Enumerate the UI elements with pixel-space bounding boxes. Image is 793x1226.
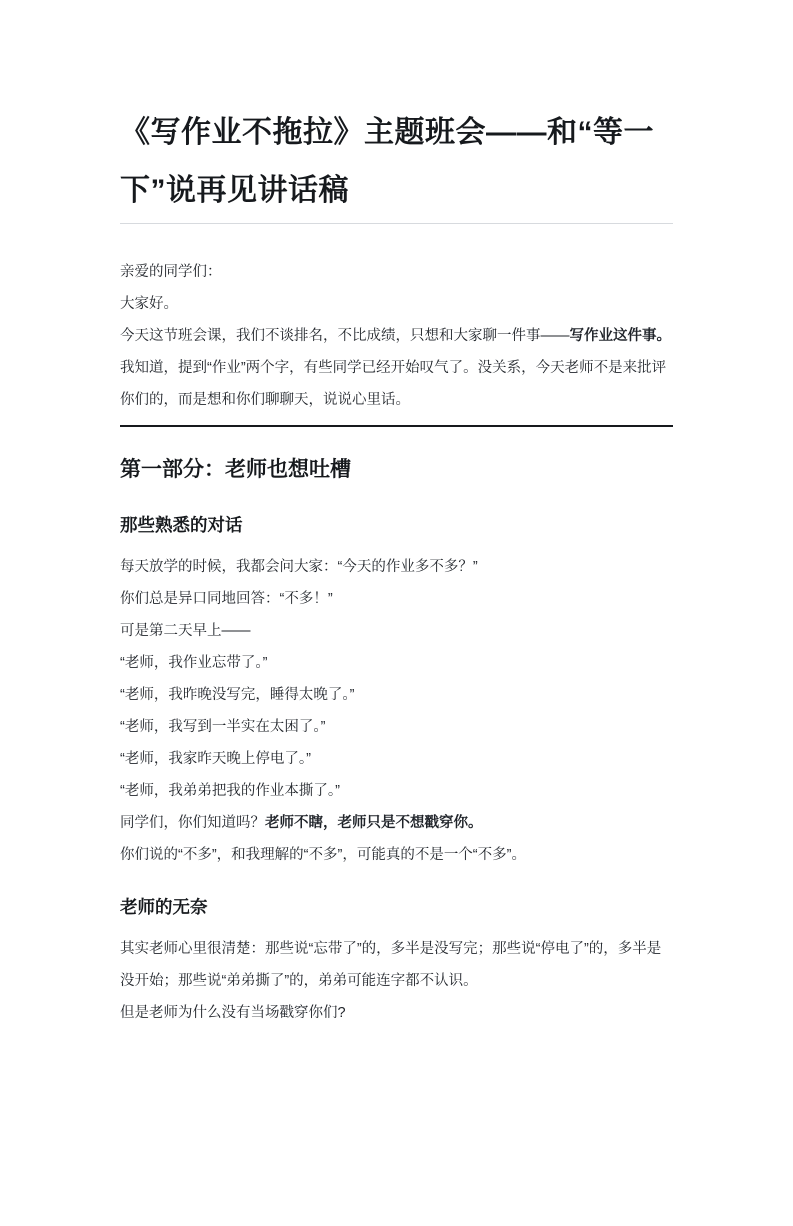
helpless-body [120, 933, 673, 1029]
student-quote-line: “老师，我家昨天晚上停电了。” [120, 751, 311, 767]
title-divider [120, 223, 673, 224]
helpless-sub-heading: 老师的无奈 [120, 897, 208, 917]
intro-section [120, 256, 673, 416]
bold-text-run: 写作业这件事。 [569, 328, 671, 344]
greeting-line: 大家好。 [120, 296, 178, 312]
document-title: 《写作业不拖拉》主题班会——和“等一下”说再见讲话稿 [120, 116, 654, 207]
student-quote-line: “老师，我作业忘带了。” [120, 655, 268, 671]
salutation-line: 亲爱的同学们： [120, 264, 222, 280]
teacher-remark-line [120, 807, 673, 839]
dialogues-answer-line: 你们总是异口同地回答：“不多！” [120, 591, 333, 607]
section1-heading: 第一部分：老师也想吐槽 [120, 458, 351, 481]
dialogues-sub-heading: 那些熟悉的对话 [120, 515, 243, 535]
dialogues-next-morning-line: 可是第二天早上—— [120, 623, 251, 639]
text-run: 同学们，你们知道吗？ [120, 815, 265, 831]
bold-text-run: 老师不瞎，老师只是不想戳穿你。 [265, 815, 483, 831]
student-quote-line: “老师，我写到一半实在太困了。” [120, 719, 326, 735]
intro-reassurance-line: 我知道，提到“作业”两个字，有些同学已经开始叹气了。没关系，今天老师不是来批评你们的，而是想和你们聊聊天，说说心里话。 [120, 360, 667, 408]
dialogues-question-line: 每天放学的时候，我都会问大家：“今天的作业多不多？” [120, 559, 478, 575]
section-divider [120, 425, 673, 427]
student-quote-line: “老师，我弟弟把我的作业本撕了。” [120, 783, 340, 799]
dialogues-body [120, 551, 673, 871]
dialogues-closing-line: 你们说的“不多”，和我理解的“不多”，可能真的不是一个“不多”。 [120, 847, 526, 863]
intro-topic-line [120, 320, 673, 352]
document-page [0, 104, 793, 1226]
student-quote-line: “老师，我昨晚没写完，睡得太晚了。” [120, 687, 355, 703]
helpless-explanation-line: 其实老师心里很清楚：那些说“忘带了”的，多半是没写完；那些说“停电了”的，多半是没开始；那些说“弟弟撕了”的，弟弟可能连字都不认识。 [120, 941, 662, 989]
text-run: 今天这节班会课，我们不谈排名，不比成绩，只想和大家聊一件事—— [120, 328, 570, 344]
document-content [0, 104, 793, 1029]
helpless-question-line: 但是老师为什么没有当场戳穿你们? [120, 1005, 346, 1021]
